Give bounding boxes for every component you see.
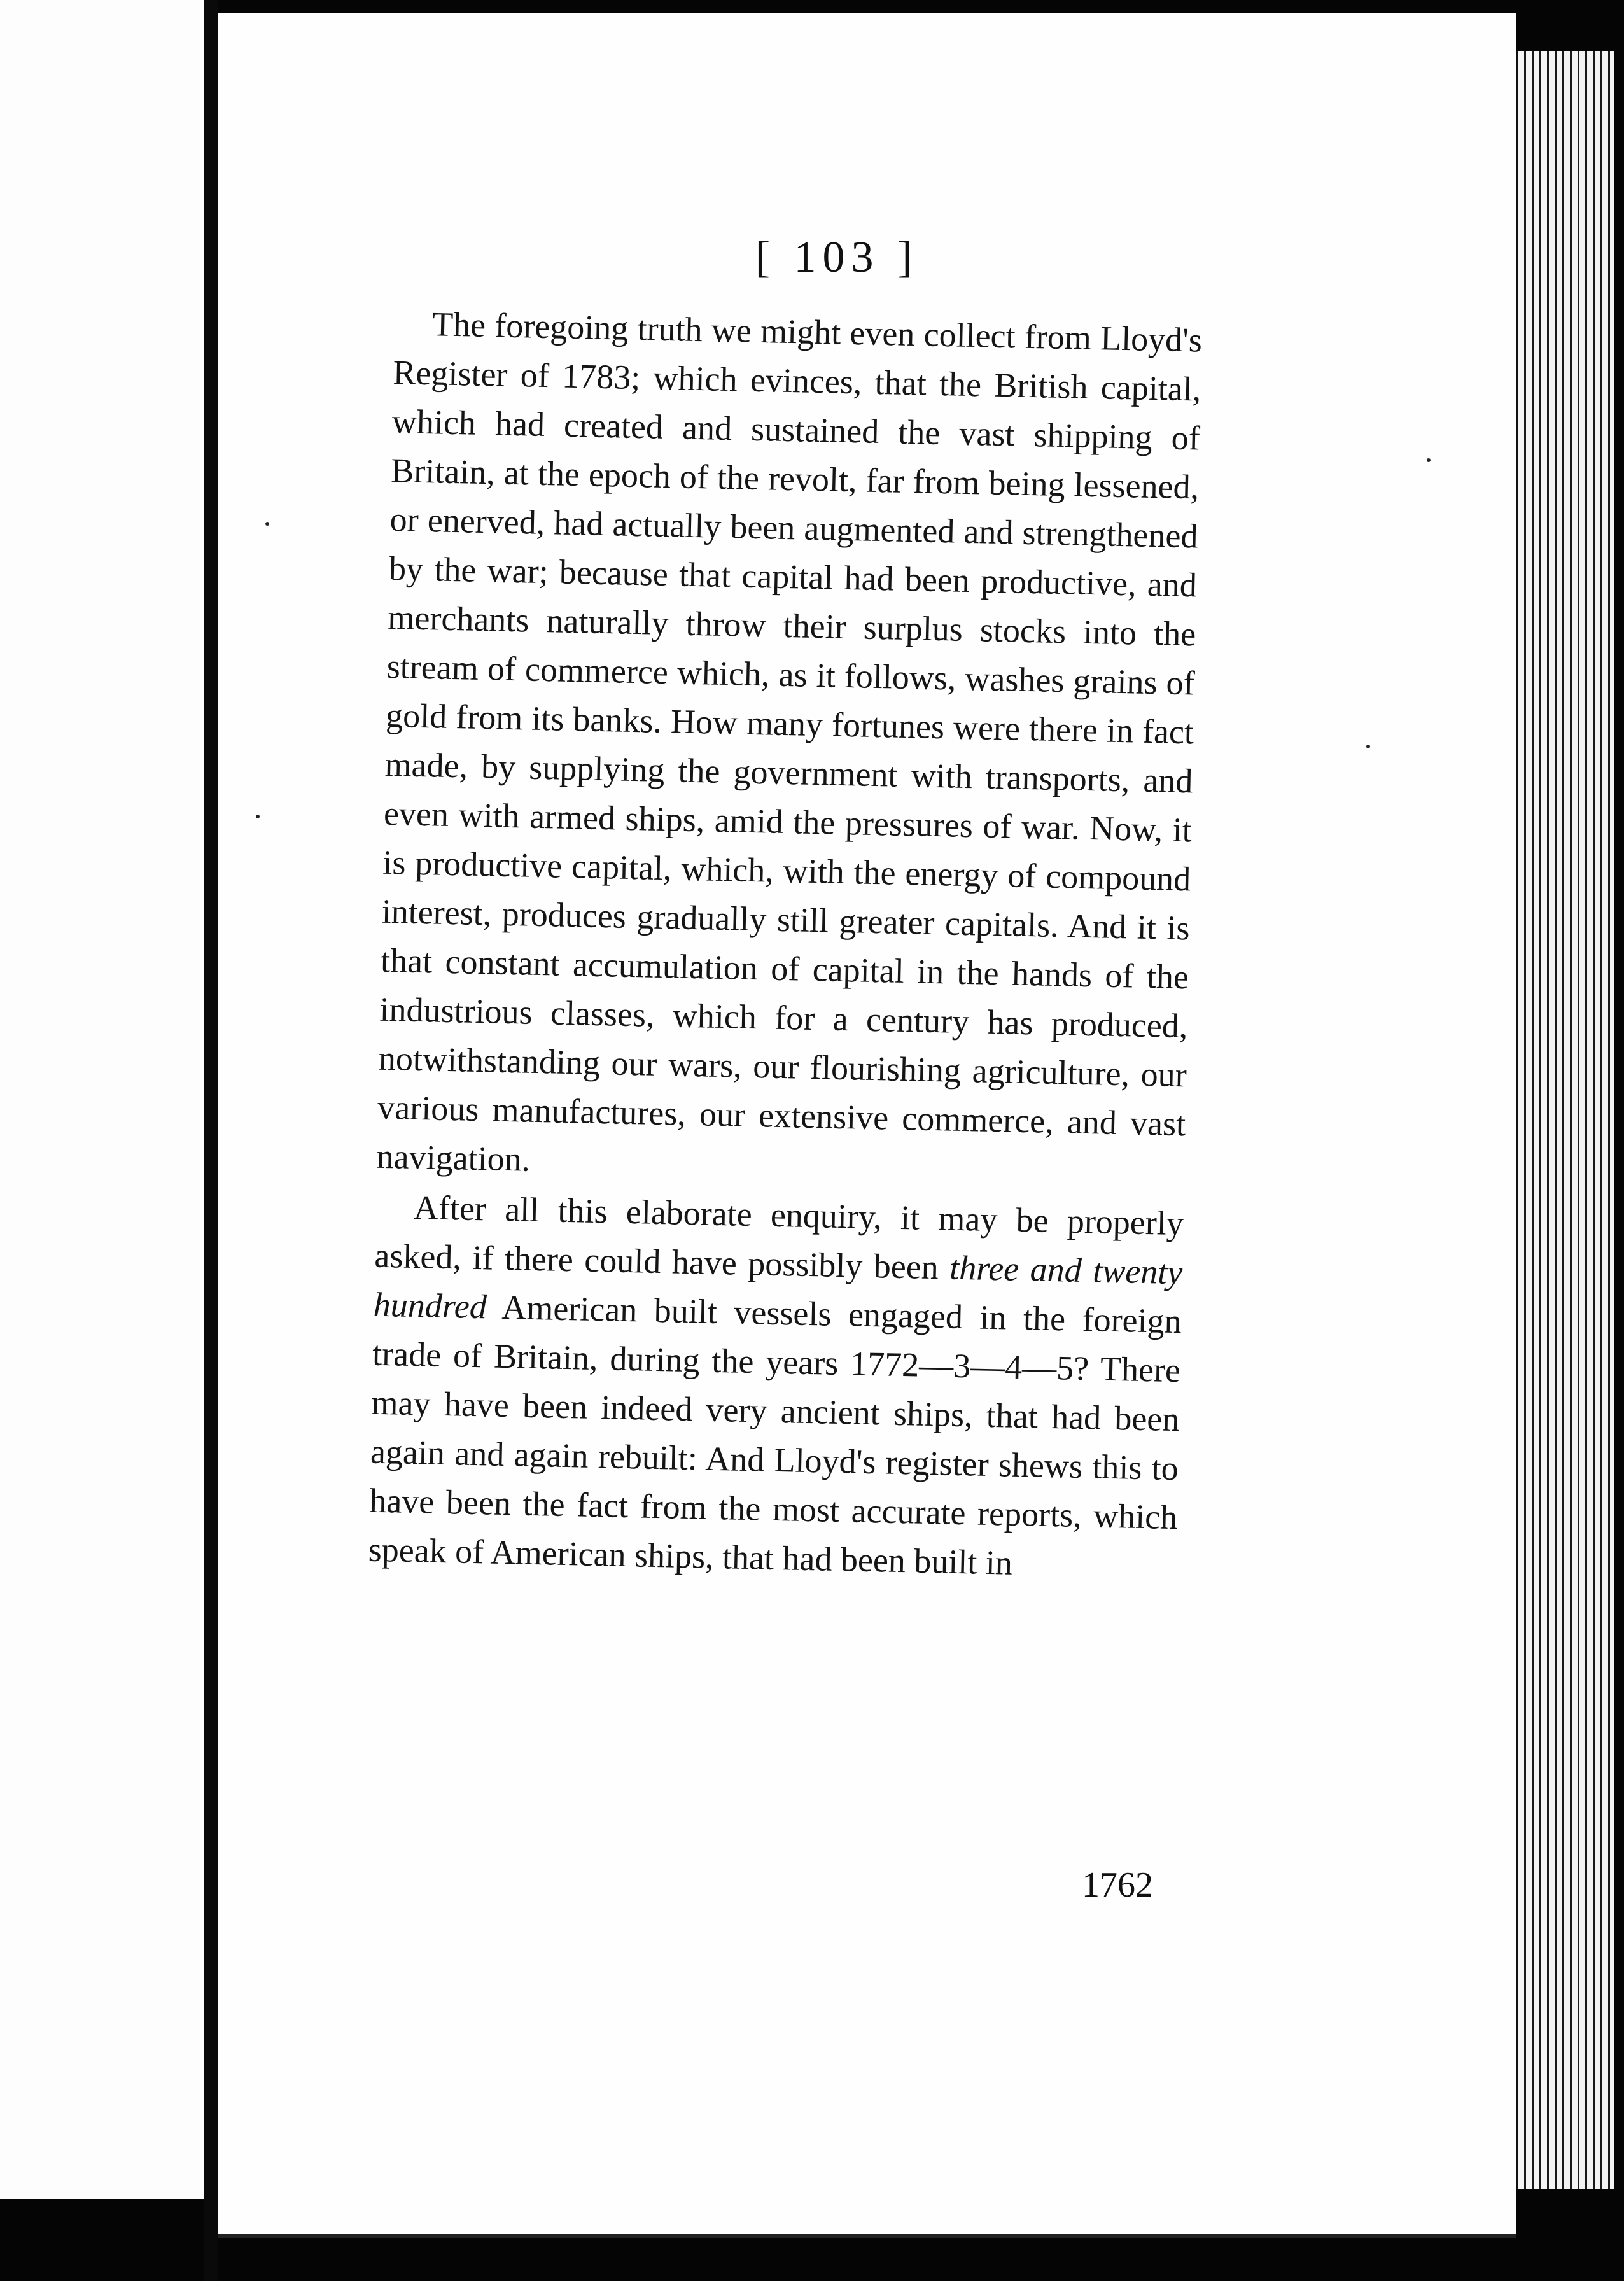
page-edges xyxy=(1516,51,1614,2189)
paragraph-1: The foregoing truth we might even collect from Lloyd's Register of 1783; which evinces, that the British capital, which had created and sustained the vast shipping of Britain, at the epoch of the revolt, far from being lessened, or enerved, had actually been augmented and strengthened by the war; because that capital had been productive, and merchants naturally throw their surplus stocks into the stream of commerce which, as it follows, washes grains of gold from its banks. How many fortunes were there in fact made, by supplying the government with transports, and even with armed ships, amid the pressures of war. Now, it is productive capital, which, with the energy of compound interest, produces gradually still greater capitals. And it is that constant accumulation of capital in the hands of the industrious classes, which for a century has produced, notwithstanding our wars, our flourishing agriculture, our various manufactures, our extensive commerce, and vast navigation. xyxy=(376,305,1203,1179)
print-speck xyxy=(265,522,269,526)
paragraph-2-end: American built vessels engaged in the foreign trade of Britain, during the years 1772—3—4—5? There may have been indeed very ancient ships, that had been again and again rebuilt: And Lloyd's register shews this to have been the fact from the most accurate reports, which speak of American ships, that had been built in xyxy=(368,1288,1182,1582)
catchword: 1762 xyxy=(1082,1865,1153,1905)
paragraph-2 xyxy=(368,1183,1184,1591)
left-page-fragment xyxy=(0,0,206,2199)
print-speck xyxy=(256,815,260,818)
paragraph-2-start: After all this elaborate enquiry, it may be properly asked, if there could have possibly been xyxy=(374,1188,1184,1287)
body-text xyxy=(368,299,1203,1591)
page-number: [ 103 ] xyxy=(755,233,919,282)
print-speck xyxy=(1366,745,1370,748)
book-gutter xyxy=(204,0,218,2281)
italic-phrase: three and twenty hundred xyxy=(373,1248,1183,1326)
print-speck xyxy=(1427,458,1431,462)
